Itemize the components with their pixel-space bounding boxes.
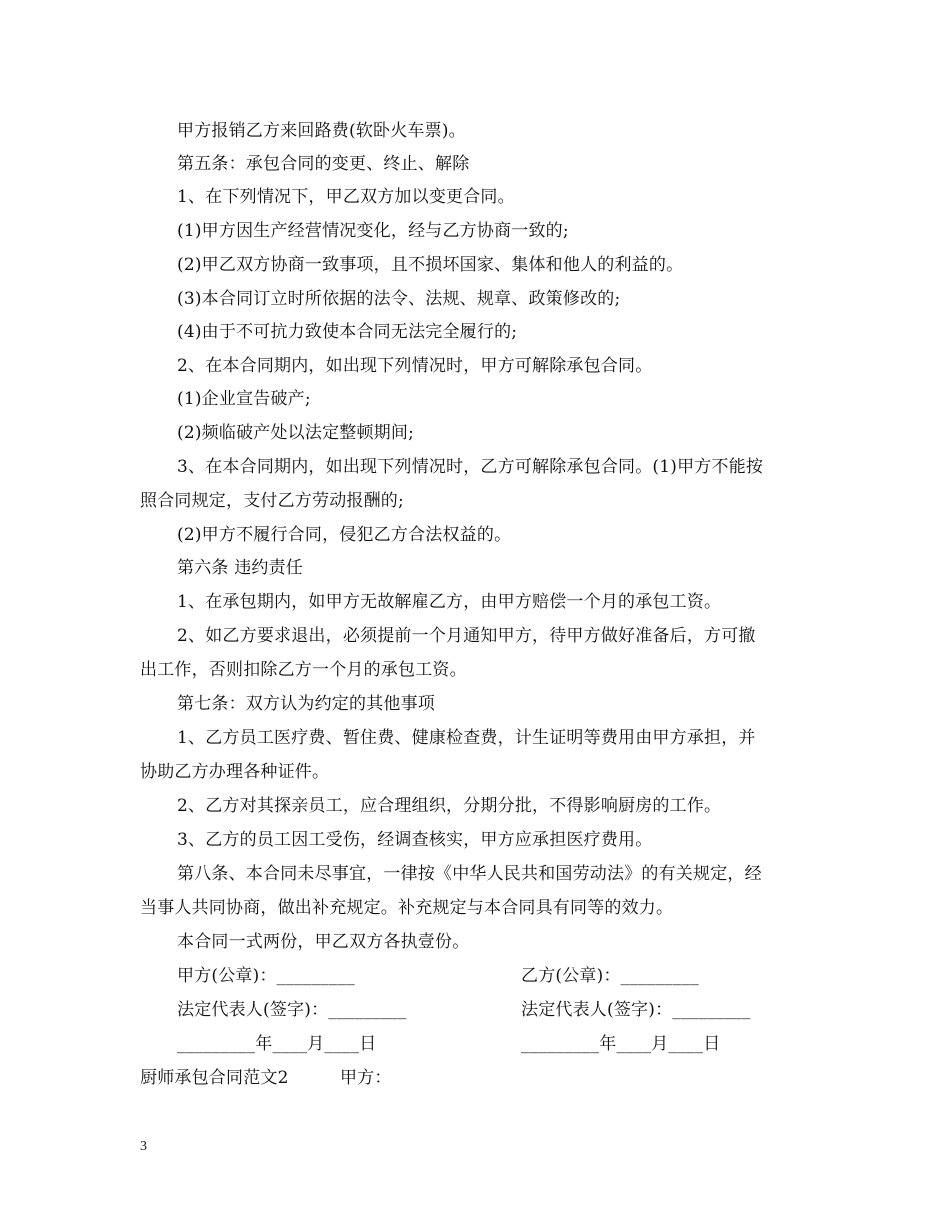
- text-line: 3、乙方的员工因工受伤，经调查核实，甲方应承担医疗费用。: [177, 830, 653, 850]
- page-number: 3: [140, 1139, 147, 1154]
- party-b-representative: 法定代表人(签字)：_________: [521, 1000, 751, 1020]
- text-line: (1)企业宣告破产;: [177, 389, 311, 409]
- text-line: 协助乙方办理各种证件。: [140, 762, 330, 782]
- text-line: (2)甲乙双方协商一致事项，且不损坏国家、集体和他人的利益的。: [177, 255, 684, 275]
- text-line: 1、在承包期内，如甲方无故解雇乙方，由甲方赔偿一个月的承包工资。: [177, 592, 722, 612]
- text-line: 1、乙方员工医疗费、暂住费、健康检查费，计生证明等费用由甲方承担，并: [177, 728, 756, 748]
- next-contract-title: 厨师承包合同范文2: [140, 1068, 289, 1088]
- article-heading: 第七条：双方认为约定的其他事项: [177, 694, 435, 714]
- party-a-date: _________年____月____日: [177, 1034, 377, 1054]
- text-line: 1、在下列情况下，甲乙双方加以变更合同。: [177, 187, 515, 207]
- text-line: 甲方报销乙方来回路费(软卧火车票)。: [177, 121, 466, 141]
- party-a-representative: 法定代表人(签字)：_________: [177, 1000, 407, 1020]
- next-contract-party-a: 甲方：: [340, 1068, 392, 1088]
- text-line: 3、在本合同期内，如出现下列情况时，乙方可解除承包合同。(1)甲方不能按: [177, 457, 764, 477]
- text-line: (1)甲方因生产经营情况变化，经与乙方协商一致的;: [177, 221, 569, 241]
- text-line: 2、如乙方要求退出，必须提前一个月通知甲方，待甲方做好准备后，方可撤: [177, 626, 756, 646]
- text-line: 当事人共同协商，做出补充规定。补充规定与本合同具有同等的效力。: [140, 898, 674, 918]
- text-line: (4)由于不可抗力致使本合同无法完全履行的;: [177, 322, 518, 342]
- text-line: (2)频临破产处以法定整顿期间;: [177, 423, 415, 443]
- text-line: (3)本合同订立时所依据的法令、法规、规章、政策修改的;: [177, 289, 621, 309]
- party-a-seal: 甲方(公章)：_________: [177, 966, 355, 986]
- text-line: 出工作，否则扣除乙方一个月的承包工资。: [140, 660, 467, 680]
- party-b-seal: 乙方(公章)：_________: [521, 966, 699, 986]
- party-b-date: _________年____月____日: [521, 1034, 721, 1054]
- text-line: 本合同一式两份，甲乙双方各执壹份。: [177, 932, 470, 952]
- article-heading: 第六条 违约责任: [177, 558, 304, 578]
- text-line: 2、在本合同期内，如出现下列情况时，甲方可解除承包合同。: [177, 356, 653, 376]
- text-line: 2、乙方对其探亲员工，应合理组织，分期分批，不得影响厨房的工作。: [177, 796, 722, 816]
- article-heading: 第八条、本合同未尽事宜，一律按《中华人民共和国劳动法》的有关规定，经: [177, 864, 762, 884]
- article-heading: 第五条：承包合同的变更、终止、解除: [177, 154, 470, 174]
- text-line: 照合同规定，支付乙方劳动报酬的;: [140, 491, 404, 511]
- text-line: (2)甲方不履行合同，侵犯乙方合法权益的。: [177, 525, 512, 545]
